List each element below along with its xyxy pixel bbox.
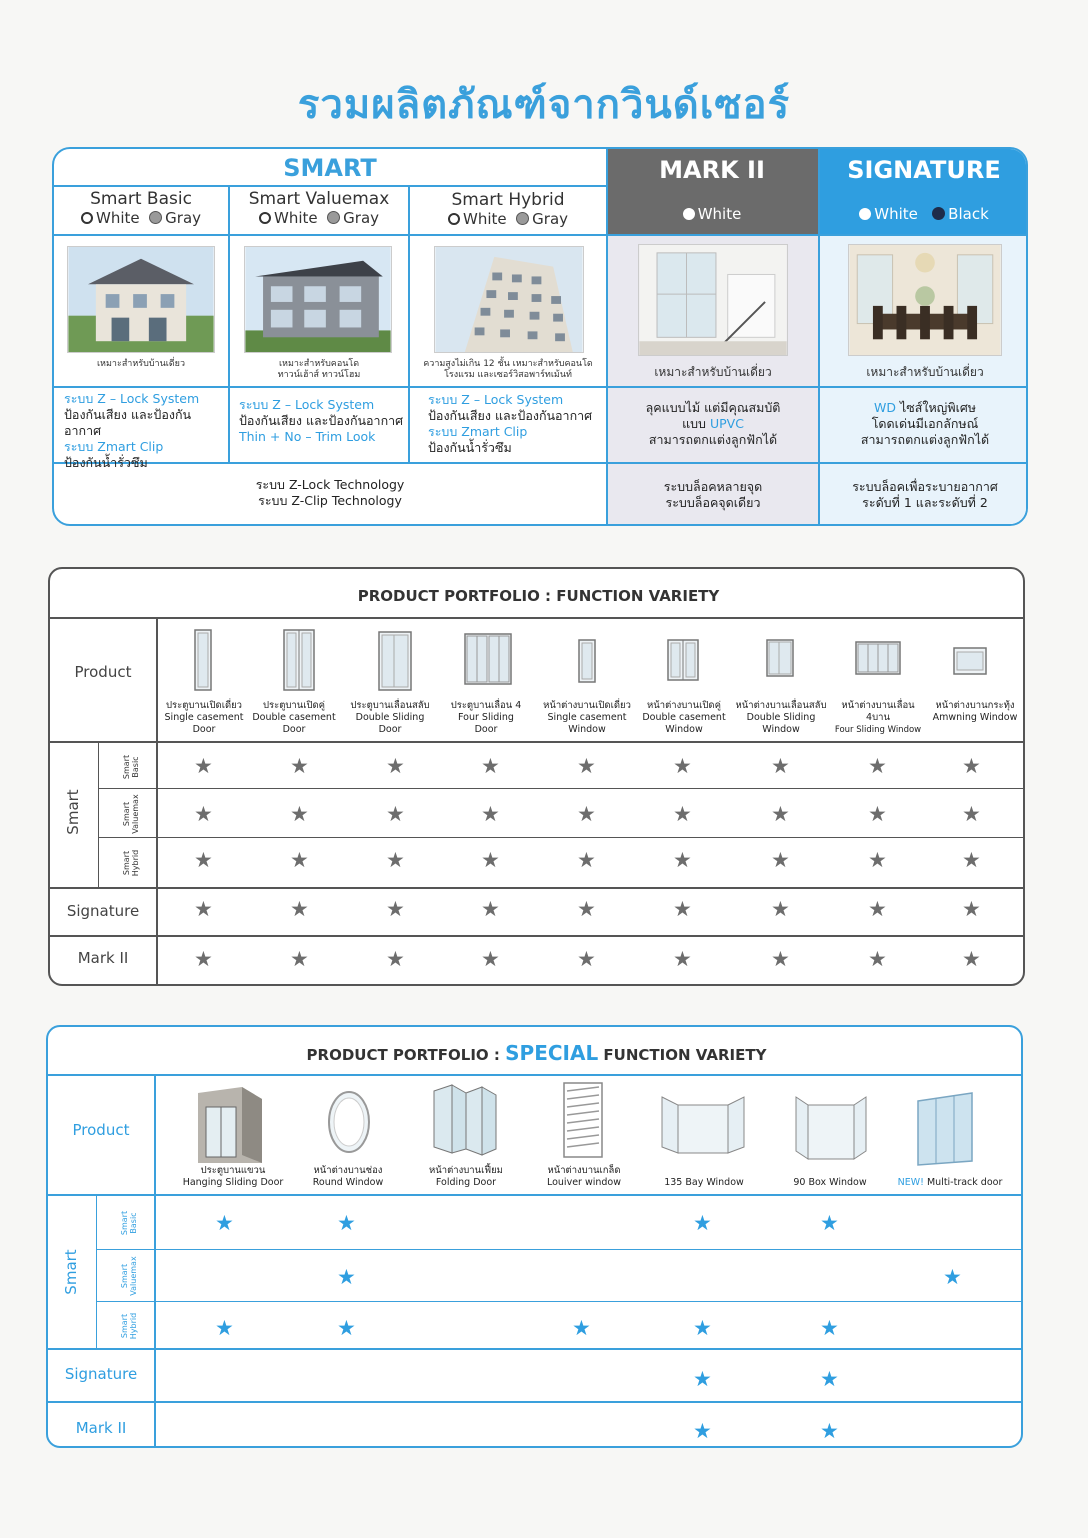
special-product-caption (298, 1165, 398, 1189)
white-dot-icon (859, 208, 871, 220)
caption-en: Double Sliding (355, 712, 425, 723)
smart-basic-colors (54, 209, 228, 227)
color-gray-label: Gray (343, 209, 380, 227)
mark-ii-row-label: Mark II (77, 949, 129, 967)
mark-ii-features (608, 400, 818, 448)
caption-th: หน้าต่างบานเลื่อนสลับ (735, 700, 827, 711)
feature-line: ระบบล็อคเพื่อระบายอากาศ (852, 479, 998, 494)
caption-th: หน้าต่างบานเกล็ด (547, 1165, 621, 1176)
availability-star: ★ (337, 1211, 356, 1235)
availability-star: ★ (868, 754, 887, 778)
caption-en: Amwning Window (932, 712, 1018, 723)
white-dot-icon (683, 208, 695, 220)
availability-star: ★ (386, 947, 405, 971)
feature-line (428, 392, 604, 408)
smart-hybrid-features (428, 392, 604, 456)
sub-label-line: Valuemax (131, 794, 140, 834)
smart-valuemax-name: Smart Valuemax (248, 189, 390, 209)
product-caption (158, 700, 250, 736)
feature-line: ระดับที่ 1 และระดับที่ 2 (862, 495, 988, 510)
smart-valuemax-row-label (120, 1252, 138, 1300)
feature-line: โดดเด่นมีเอกลักษณ์ (871, 416, 979, 431)
availability-star: ★ (194, 897, 213, 921)
feature-line: ป้องกันเสียง และป้องกันอากาศ (428, 408, 593, 423)
special-product-caption (890, 1177, 1010, 1189)
availability-star: ★ (577, 947, 596, 971)
sub-label-line: Smart (120, 1210, 129, 1236)
smart-basic-row-label (120, 1199, 138, 1247)
caption-en: Window (665, 724, 703, 735)
color-gray-label: Gray (532, 210, 569, 228)
title-part: FUNCTION VARIETY (598, 1046, 767, 1064)
availability-star: ★ (386, 848, 405, 872)
smart-valuemax-caption (230, 359, 408, 381)
caption-th: หน้าต่างบานช่อง (313, 1165, 383, 1176)
smart-group-label: Smart (64, 789, 82, 835)
special-product-caption (534, 1165, 634, 1189)
bay-window-135-icon (660, 1091, 746, 1161)
black-dot-icon (932, 207, 945, 220)
signature-caption: เหมาะสำหรับบ้านเดี่ยว (866, 365, 984, 379)
availability-star: ★ (386, 754, 405, 778)
product-caption (730, 700, 832, 736)
caption-th: หน้าต่างบานเฟี้ยม (429, 1165, 503, 1176)
smart-lock-technology (54, 477, 606, 509)
mark-ii-caption: เหมาะสำหรับบ้านเดี่ยว (654, 365, 772, 379)
smart-valuemax-colors (230, 209, 408, 227)
caption-line: ความสูงไม่เกิน 12 ชั้น เหมาะสำหรับคอนโด (423, 359, 593, 369)
smart-basic-house-photo (67, 246, 215, 353)
double-sliding-window-icon (766, 639, 794, 677)
color-gray-label: Gray (165, 209, 202, 227)
smart-group-label: Smart (62, 1249, 80, 1295)
smart-hybrid-header (410, 190, 606, 228)
sub-label-line: Valuemax (129, 1256, 138, 1296)
availability-star: ★ (337, 1265, 356, 1289)
availability-star: ★ (572, 1316, 591, 1340)
smart-hybrid-name: Smart Hybrid (451, 190, 565, 210)
four-sliding-window-icon (855, 641, 901, 675)
feature-line: ระบบล็อคหลายจุด (663, 479, 763, 494)
caption-th: ประตูบานเลื่อน 4 (450, 700, 522, 711)
availability-star: ★ (673, 897, 692, 921)
smart-hybrid-building-photo (434, 246, 584, 353)
page-title: รวมผลิตภัณฑ์จากวินด์เซอร์ (297, 82, 791, 128)
caption-en: Multi-track door (923, 1177, 1003, 1188)
sub-label-line: Hybrid (129, 1312, 138, 1340)
availability-star: ★ (673, 848, 692, 872)
smart-valuemax-header (230, 189, 408, 227)
smart-valuemax-row-label (122, 790, 140, 838)
availability-star: ★ (962, 802, 981, 826)
availability-star: ★ (337, 1316, 356, 1340)
availability-star: ★ (962, 947, 981, 971)
color-white-label: White (273, 209, 318, 227)
caption-en: Four Sliding Window (834, 725, 922, 735)
special-function-table (46, 1025, 1023, 1448)
feature-line: ระบบล็อคจุดเดียว (665, 495, 761, 510)
caption-en: Louiver window (546, 1177, 622, 1188)
double-sliding-door-icon (378, 631, 412, 691)
smart-hybrid-colors (410, 210, 606, 228)
special-product-caption (654, 1177, 754, 1189)
availability-star: ★ (868, 897, 887, 921)
white-dot-icon (81, 212, 93, 224)
product-caption (344, 700, 436, 736)
feature-text: ไซส์ใหญ่พิเศษ (895, 400, 977, 415)
feature-line: สามารถตกแต่งลูกฟักได้ (860, 432, 990, 447)
product-row-label: Product (72, 1121, 130, 1139)
caption-en: Double casement (642, 712, 726, 723)
gray-dot-icon (327, 211, 340, 224)
box-window-90-icon (794, 1091, 868, 1165)
caption-en: Double casement (252, 712, 336, 723)
title-highlight: SPECIAL (505, 1041, 599, 1065)
availability-star: ★ (693, 1419, 712, 1443)
availability-star: ★ (771, 848, 790, 872)
feature-line: Thin + No – Trim Look (239, 429, 376, 444)
availability-star: ★ (290, 754, 309, 778)
feature-line: ป้องกันน้ำรั่วซึม (64, 455, 148, 470)
feature-line: ป้องกันน้ำรั่วซึม (428, 440, 512, 455)
availability-star: ★ (577, 802, 596, 826)
caption-th: หน้าต่างบานเลื่อน (841, 700, 915, 711)
caption-line: เหมาะสำหรับคอนโด (278, 359, 360, 369)
four-sliding-door-icon (464, 633, 512, 685)
feature-highlight: Zmart Clip (461, 424, 528, 439)
mark-ii-colors (606, 189, 818, 236)
availability-star: ★ (962, 754, 981, 778)
signature-dining-photo (848, 244, 1002, 356)
special-product-caption (416, 1165, 516, 1189)
special-product-caption (780, 1177, 880, 1189)
function-variety-table (48, 567, 1025, 986)
feature-line: ระบบ Z-Clip Technology (258, 493, 402, 508)
availability-star: ★ (481, 754, 500, 778)
feature-line (239, 397, 407, 413)
availability-star: ★ (577, 897, 596, 921)
availability-star: ★ (771, 754, 790, 778)
caption-en: Window (568, 724, 606, 735)
caption-en: Hanging Sliding Door (182, 1177, 284, 1188)
availability-star: ★ (771, 802, 790, 826)
caption-en: Round Window (312, 1177, 384, 1188)
availability-star: ★ (820, 1211, 839, 1235)
multi-track-door-icon (916, 1091, 974, 1167)
mark-ii-interior-photo (638, 244, 788, 356)
availability-star: ★ (481, 802, 500, 826)
caption-th: ประตูบานแขวน (200, 1165, 266, 1176)
product-caption (828, 700, 928, 736)
feature-line: สามารถตกแต่งลูกฟักได้ (648, 432, 778, 447)
sub-label-line: Smart (120, 1313, 129, 1339)
availability-star: ★ (290, 848, 309, 872)
feature-prefix: ระบบ (64, 391, 98, 406)
caption-th: หน้าต่างบานเปิดคู่ (647, 700, 721, 711)
product-caption (634, 700, 734, 736)
caption-en: 135 Bay Window (664, 1177, 744, 1188)
product-row-label: Product (74, 663, 132, 681)
caption-en: 90 Box Window (793, 1177, 867, 1188)
smart-basic-row-label (122, 743, 140, 791)
availability-star: ★ (481, 897, 500, 921)
feature-prefix: ระบบ (428, 392, 462, 407)
new-badge: NEW! (897, 1177, 924, 1188)
feature-line: ป้องกันเสียง และป้องกันอากาศ (239, 413, 404, 428)
signature-row-label: Signature (64, 1365, 138, 1383)
caption-en: Door (192, 724, 216, 735)
gray-dot-icon (516, 212, 529, 225)
smart-basic-header (54, 189, 228, 227)
color-white-label: White (95, 209, 140, 227)
caption-en: Double Sliding (746, 712, 816, 723)
caption-th: ประตูบานเปิดคู่ (262, 700, 326, 711)
caption-en: Four Sliding (458, 712, 514, 723)
availability-star: ★ (673, 947, 692, 971)
feature-highlight: Z – Lock System (97, 391, 200, 406)
double-casement-door-icon (283, 629, 315, 691)
special-product-caption (178, 1165, 288, 1189)
availability-star: ★ (820, 1419, 839, 1443)
availability-star: ★ (673, 754, 692, 778)
feature-line (64, 439, 228, 455)
feature-line (820, 400, 1028, 416)
availability-star: ★ (194, 802, 213, 826)
double-casement-window-icon (667, 639, 699, 681)
feature-line: ระบบ Z-Lock Technology (255, 477, 405, 492)
availability-star: ★ (290, 897, 309, 921)
mark-ii-lock-system (608, 479, 818, 511)
feature-highlight: Zmart Clip (97, 439, 164, 454)
white-dot-icon (259, 212, 271, 224)
availability-star: ★ (693, 1316, 712, 1340)
caption-th: ประตูบานเลื่อนสลับ (350, 700, 430, 711)
sub-label-line: Smart (120, 1263, 129, 1289)
smart-header: SMART (283, 154, 377, 182)
title-part: PRODUCT PORTFOLIO : (306, 1046, 506, 1064)
availability-star: ★ (577, 848, 596, 872)
availability-star: ★ (194, 947, 213, 971)
availability-star: ★ (868, 947, 887, 971)
availability-star: ★ (215, 1211, 234, 1235)
product-caption (536, 700, 638, 736)
sub-label-line: Smart (122, 801, 131, 827)
availability-star: ★ (386, 897, 405, 921)
product-caption (924, 700, 1025, 724)
sub-label-line: Smart (122, 850, 131, 876)
availability-star: ★ (673, 802, 692, 826)
caption-th: หน้าต่างบานเปิดเดี่ยว (543, 700, 631, 711)
availability-star: ★ (771, 947, 790, 971)
feature-prefix: ระบบ (239, 397, 273, 412)
product-caption (440, 700, 532, 736)
color-white-label: White (462, 210, 507, 228)
single-casement-door-icon (194, 629, 212, 691)
feature-line (64, 391, 228, 407)
louver-window-icon (562, 1081, 604, 1159)
folding-door-icon (432, 1083, 498, 1157)
availability-star: ★ (481, 848, 500, 872)
availability-star: ★ (962, 848, 981, 872)
caption-th: ประตูบานเปิดเดี่ยว (165, 700, 243, 711)
single-casement-window-icon (578, 639, 596, 683)
caption-en: Door (282, 724, 306, 735)
feature-highlight: Z – Lock System (272, 397, 375, 412)
availability-star: ★ (868, 848, 887, 872)
availability-star: ★ (943, 1265, 962, 1289)
feature-prefix: ระบบ (64, 439, 98, 454)
availability-star: ★ (577, 754, 596, 778)
feature-line (428, 424, 604, 440)
smart-hybrid-row-label (122, 839, 140, 887)
white-dot-icon (448, 213, 460, 225)
availability-star: ★ (820, 1367, 839, 1391)
caption-line: โรงแรม และเซอร์วิสอพาร์ทเม้นท์ (444, 370, 572, 380)
awning-window-icon (953, 647, 987, 675)
caption-line: ทาวน์เฮ้าส์ ทาวน์โฮม (277, 370, 361, 380)
product-comparison-table (52, 147, 1028, 526)
hanging-sliding-door-icon (198, 1083, 262, 1163)
sub-label-line: Basic (129, 1212, 138, 1234)
sub-label-line: Smart (122, 754, 131, 780)
caption-en: Single casement (547, 712, 627, 723)
gray-dot-icon (149, 211, 162, 224)
color-black-label: Black (948, 205, 989, 223)
smart-valuemax-building-photo (244, 246, 392, 353)
smart-basic-caption: เหมาะสำหรับบ้านเดี่ยว (96, 359, 186, 369)
availability-star: ★ (215, 1316, 234, 1340)
signature-colors (818, 189, 1028, 236)
sub-label-line: Hybrid (131, 849, 140, 877)
smart-hybrid-caption (410, 359, 606, 381)
sub-label-line: Basic (131, 756, 140, 778)
availability-star: ★ (771, 897, 790, 921)
availability-star: ★ (693, 1211, 712, 1235)
mark-ii-row-label: Mark II (75, 1419, 127, 1437)
availability-star: ★ (386, 802, 405, 826)
smart-basic-features (64, 391, 228, 471)
availability-star: ★ (290, 802, 309, 826)
feature-highlight: UPVC (709, 416, 744, 431)
smart-hybrid-row-label (120, 1302, 138, 1350)
smart-basic-name: Smart Basic (90, 189, 192, 209)
feature-prefix: แบบ (682, 416, 710, 431)
availability-star: ★ (820, 1316, 839, 1340)
feature-line: ลุคแบบไม้ แต่มีคุณสมบัติ (645, 400, 781, 415)
caption-en: Single casement (164, 712, 244, 723)
caption-en: Window (762, 724, 800, 735)
color-white-label: White (874, 205, 918, 223)
availability-star: ★ (194, 754, 213, 778)
round-window-icon (326, 1089, 372, 1155)
caption-en: Door (474, 724, 498, 735)
smart-valuemax-features (239, 397, 407, 445)
availability-star: ★ (194, 848, 213, 872)
caption-en: Door (378, 724, 402, 735)
caption-en: 4บาน (866, 712, 890, 723)
feature-highlight: Z – Lock System (461, 392, 564, 407)
color-white-label: White (697, 205, 742, 223)
feature-line (608, 416, 818, 432)
availability-star: ★ (693, 1367, 712, 1391)
availability-star: ★ (481, 947, 500, 971)
feature-prefix: ระบบ (428, 424, 462, 439)
signature-row-label: Signature (66, 902, 140, 920)
function-table-title: PRODUCT PORTFOLIO : FUNCTION VARIETY (357, 587, 720, 605)
mark-ii-header: MARK II (606, 149, 818, 189)
feature-highlight: WD (873, 400, 896, 415)
availability-star: ★ (962, 897, 981, 921)
availability-star: ★ (290, 947, 309, 971)
special-table-title (48, 1041, 1023, 1065)
feature-line: ป้องกันเสียง และป้องกันอากาศ (64, 407, 192, 438)
caption-en: Folding Door (435, 1177, 497, 1188)
signature-features (820, 400, 1028, 448)
caption-th: หน้าต่างบานกระทุ้ง (935, 700, 1015, 711)
signature-lock-system (820, 479, 1028, 511)
product-caption (248, 700, 340, 736)
availability-star: ★ (868, 802, 887, 826)
signature-header: SIGNATURE (818, 149, 1028, 189)
